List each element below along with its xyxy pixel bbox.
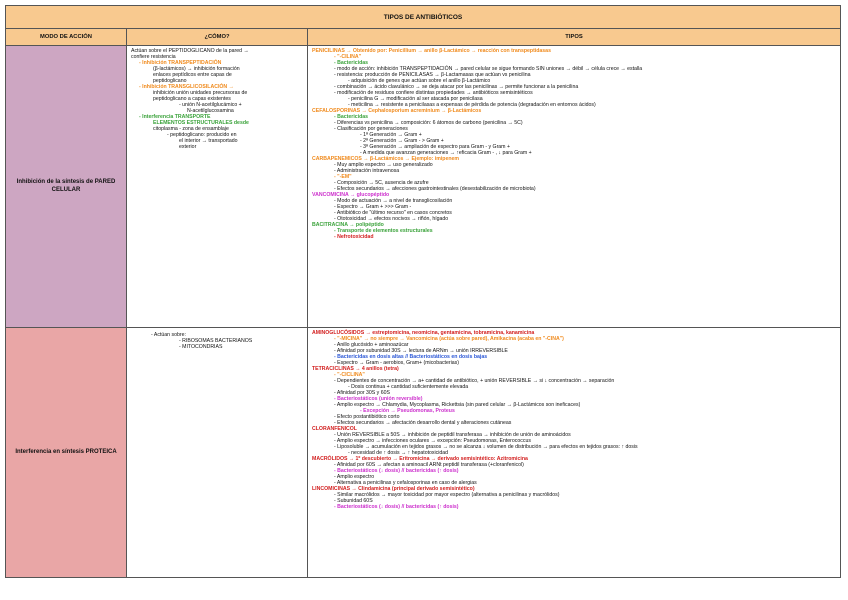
types-line: - combinación → ácido clavulánico → se deja atacar por las penicilinas → permite funcionar a la penicilina (334, 84, 579, 90)
how-line: N-acetilglucosamina (187, 108, 234, 114)
types-line: TETRACICLINAS → 4 anillos (tetra) (312, 366, 399, 372)
types-line: - Bacteriostáticos (unión reversible) (334, 396, 423, 402)
how-line: (β-lactámicos) → inhibición formación (153, 66, 240, 72)
how-line: - peptidoglicano: producido en (167, 132, 237, 138)
types-line: - Muy amplio espectro → uso generalizado (334, 162, 433, 168)
types-line: PENICILINAS → Obtenido por: Penicillium → anillo β-Lactámico → reacción con transpeptidasas (312, 48, 551, 54)
types-line: - Amplio espectro → infecciones oculares → excepción: Pseudomonas, Enterococcus (334, 438, 531, 444)
types-line: - Afinidad por subunidad 30S → lectura de ARNm → unión IRREVERSIBLE (334, 348, 508, 354)
types-line: - Efectos secundarios → afecciones gastrointestinales (desestabilización de microbiota) (334, 186, 536, 192)
types-line: - Modo de actuación → a nivel de transglicosilación (334, 198, 453, 204)
how-line: - Actúan sobre: (151, 332, 186, 338)
types-line: - Diferencias vs penicilina → composición: 6 átomos de carbono (penicilina → 5C) (334, 120, 523, 126)
types-line: - Nefrotoxicidad (334, 234, 374, 240)
types-line: CLORANFENICOL (312, 426, 357, 432)
types-line: - "-MICINA" → no siempre → Vancomicina (actúa sobre pared), Amikacina (acaba en "-CINA") (334, 336, 564, 342)
types-line: - resistencia: producción de PENICILASAS → β-Lactamasas que actúan vs penicilina (334, 72, 531, 78)
types-line: - Bactericidas (334, 60, 369, 66)
types-line: - "-EM" (334, 174, 352, 180)
how-line: - Interferencia TRANSPORTE (139, 114, 211, 120)
types-line: - Administración intravenosa (334, 168, 400, 174)
antibiotics-table (5, 5, 841, 578)
types-line: - Efectos secundarios → afectación desarrollo dental y alteraciones cutáneas (334, 420, 512, 426)
types-line: - meticilina → resistente a penicilasas a expensas de pérdida de potencia (degradación en entornos ácidos) (348, 102, 596, 108)
types-line: - penicilina G → modificación al ser atacada por penicilasa (348, 96, 483, 102)
types-line: - Amplio espectro → Chlamydia, Mycoplasma, Rickettsia (sin pared celular → β-Lactámicos son ineficaces) (334, 402, 581, 408)
types-line: - Unión REVERSIBLE a 50S → inhibición de peptidil transferasa → inhibición de unión de aminoácidos (334, 432, 571, 438)
types-line: - modo de acción: inhibición TRANSPEPTIDACIÓN → pared celular se sigue formando SIN uniones → débil → célula crece → estalla (334, 66, 643, 72)
header-types: TIPOS (308, 29, 840, 46)
how-line: peptidoglicano a capas existentes (153, 96, 231, 102)
how-line: - unión N-acetilglucámico + (179, 102, 242, 108)
types-line: - 2ª Generación → Gram - > Gram + (360, 138, 444, 144)
types-line: - necesidad de ↑ dosis → ↑ hepatotoxicidad (348, 450, 449, 456)
how-line: confiere resistencia (131, 54, 176, 60)
types-line: - modificación de residuos confiere distintas propiedades → antibióticos semisintéticos (334, 90, 533, 96)
types-line: - Transporte de elementos estructurales (334, 228, 433, 234)
types-line: - Bacteriostáticos (↓ dosis) // bactericidas (↑ dosis) (334, 468, 459, 474)
header-how: ¿CÓMO? (127, 29, 308, 46)
table-title: TIPOS DE ANTIBIÓTICOS (6, 6, 840, 29)
how-line: enlaces peptídicos entre capas de (153, 72, 232, 78)
types-line: - Bacteriostáticos (↓ dosis) // bactericidas (↑ dosis) (334, 504, 459, 510)
types-line: - 1ª Generación → Gram + (360, 132, 422, 138)
how-line: ELEMENTOS ESTRUCTURALES desde (153, 120, 249, 126)
types-line: - Amplio espectro (334, 474, 375, 480)
types-line: LINCOMICINAS → Clindamicina (principal derivado semisintético) (312, 486, 475, 492)
types-line: - Espectro → Gram + >>> Gram - (334, 204, 412, 210)
types-line: MACRÓLIDOS → 1º descubierto → Eritromicina → derivado semisintético: Azitromicina (312, 456, 528, 462)
types-line: CARBAPENEMICOS → β-Lactámicos → Ejemplo: imipenem (312, 156, 460, 162)
how-cell-protein-synthesis (127, 328, 308, 577)
types-line: - Ototoxicidad → efectos nocivos → riñón, hígado (334, 216, 449, 222)
mode-cell-cell-wall: Inhibición de la síntesis de PARED CELULAR (6, 46, 127, 328)
types-line: - Dependientes de concentración → a+ cantidad de antibiótico, + unión REVERSIBLE → si ↓ concentración → separación (334, 378, 615, 384)
types-line: - A medida que avanzan generaciones → ↑eficacia Gram - , ↓ para Gram + (360, 150, 532, 156)
types-line: VANCOMICINA → glucopéptido (312, 192, 390, 198)
types-line: BACITRACINA → polipéptido (312, 222, 384, 228)
types-line: - Antibiótico de "último recurso" en casos concretos (334, 210, 452, 216)
types-line: - Clasificación por generaciones (334, 126, 408, 132)
types-line: - Bactericidas en dosis altas // Bacteriostáticos en dosis bajas (334, 354, 488, 360)
how-line: - Inhibición TRANSGLICOSILACIÓN → (139, 84, 234, 90)
types-line: - Afinidad por 60S → afectan a aminoacil ARNt peptidil transferasa (+cloranfenicol) (334, 462, 524, 468)
types-line: AMINOGLUCÓSIDOS → estreptomicina, neomicina, gentamicina, tobramicina, kanamicina (312, 330, 535, 336)
types-line: - Alternativa a penicilinas y cefalosporinas en caso de alergias (334, 480, 477, 486)
types-line: - Excepción → Pseudomonas, Proteus (360, 408, 455, 414)
how-line: - MITOCONDRIAS (179, 344, 223, 350)
how-line: Actúan sobre el PEPTIDOGLICANO de la pared → (131, 48, 249, 54)
types-line: - Afinidad por 30S y 60S (334, 390, 390, 396)
how-line: citoplasma - zona de ensamblaje (153, 126, 229, 132)
types-line: - "-CILINA" (334, 54, 362, 60)
types-line: - Anillo glucósido + aminoazúcar (334, 342, 409, 348)
types-line: - adquisición de genes que actúan sobre el anillo β-Lactámico (348, 78, 491, 84)
types-cell-cell-wall (308, 46, 840, 328)
how-line: - RIBOSOMAS BACTERIANOS (179, 338, 253, 344)
types-line: - Similar macrólidos → mayor toxicidad por mayor espectro (alternativa a penicilinas y macrólidos) (334, 492, 560, 498)
how-line: exterior (179, 144, 197, 150)
types-line: - Dosis continua + cantidad suficientemente elevada (348, 384, 469, 390)
types-line: - 3ª Generación → ampliación de espectro para Gram - y Gram + (360, 144, 510, 150)
header-mode: MODO DE ACCIÓN (6, 29, 127, 46)
how-line: peptidoglicano (153, 78, 187, 84)
types-line: CEFALOSPORINAS → Cephalosporium acreminium → β-Lactámicos (312, 108, 482, 114)
types-line: - "-CICLINA" (334, 372, 365, 378)
types-line: - Espectro → Gram - aerobios, Gram+ (micobacterias) (334, 360, 459, 366)
types-line: - Efecto postantibiótico corto (334, 414, 400, 420)
types-line: - Bactericidas (334, 114, 369, 120)
types-cell-protein-synthesis (308, 328, 840, 577)
how-line: el interior → transportado (179, 138, 238, 144)
how-cell-cell-wall (127, 46, 308, 328)
types-line: - Liposoluble → acumulación en tejidos grasos → no se alcanza ↓ volumen de distribución → para efectos en tejidos grasos: ↑ dosis (334, 444, 638, 450)
types-line: - Composición → 5C, ausencia de azufre (334, 180, 429, 186)
how-line: inhibición unión unidades precursoras de (153, 90, 248, 96)
how-line: - Inhibición TRANSPEPTIDACIÓN (139, 60, 222, 66)
types-line: - Subunidad 60S (334, 498, 373, 504)
mode-cell-protein-synthesis: Interferencia en síntesis PROTEICA (6, 328, 127, 577)
